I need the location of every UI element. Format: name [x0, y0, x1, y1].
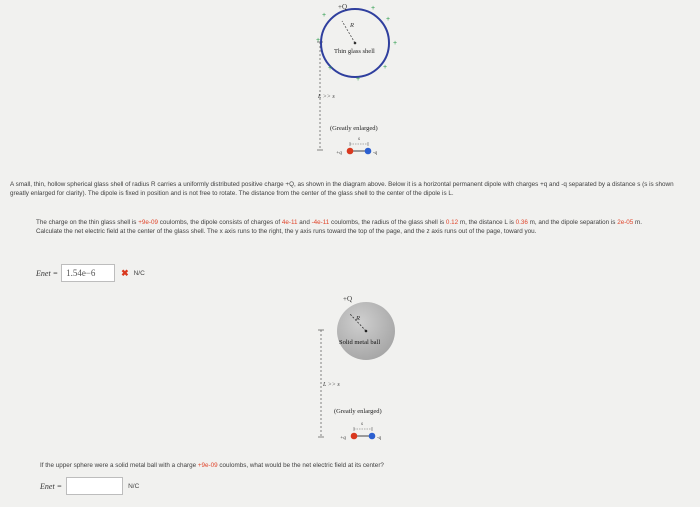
enet-label: Enet = [36, 268, 59, 278]
enet-answer-input[interactable]: 1.54e−6 [61, 264, 115, 282]
shell-label: Thin glass shell [334, 48, 375, 55]
svg-text:+: + [316, 37, 321, 44]
negative-dipole-charge-2 [369, 433, 376, 440]
minus-q-label: -q [373, 151, 378, 156]
radius-label-2: R [356, 315, 360, 322]
svg-text:+: + [322, 12, 327, 19]
distance-label: L >> s [318, 94, 335, 100]
separation-value: 2e-05 [617, 219, 634, 226]
answer-row-1 [36, 264, 145, 282]
enet-answer-input-2[interactable] [66, 477, 123, 495]
s-label-2: s [361, 422, 363, 427]
incorrect-x-icon: ✖ [121, 267, 129, 278]
shell-charge-marks [316, 5, 397, 83]
distance-label-2: L >> s [323, 382, 340, 388]
enet-label-2: Enet = [40, 481, 63, 491]
enlarged-label: (Greatly enlarged) [330, 125, 378, 132]
svg-text:+: + [371, 5, 376, 12]
ball-label: Solid metal ball [339, 339, 381, 346]
s-label: s [358, 137, 360, 142]
plus-q-label-2: +q [340, 436, 346, 441]
radius-value: 0.12 [445, 219, 459, 226]
positive-dipole-charge [347, 148, 354, 155]
negative-dipole-charge [365, 148, 372, 155]
dipole-negative-value: -4e-11 [311, 219, 330, 226]
shell-charge-value: +9e-09 [138, 219, 159, 226]
radius-label: R [350, 22, 354, 29]
problem-parameters: The charge on the thin glass shell is +9e-09 coulombs, the dipole consists of charges of 4e-11 and -4e-11 coulombs, the radius of the glass shell is 0.12 m, the distance L is 0.36 m, and the dipole separation is 2e-05 m. Calculate the net electric field at the center of the glass shell. The x axis runs to the right, the y axis runs toward the top of the page, and the z axis runs out of the page, toward you. [36, 219, 643, 236]
minus-q-label-2: -q [377, 436, 382, 441]
svg-text:+: + [393, 40, 398, 47]
svg-text:+: + [386, 16, 391, 23]
enlarged-label-2: (Greatly enlarged) [334, 408, 382, 415]
dipole-positive-value: 4e-11 [281, 219, 298, 226]
unit-label: N/C [133, 269, 145, 277]
charge-label-2: +Q [343, 295, 353, 303]
ball-charge-value: +9e-09 [197, 462, 218, 469]
svg-text:+: + [328, 65, 333, 72]
charge-label: +Q [338, 3, 348, 11]
problem-intro: A small, thin, hollow spherical glass shell of radius R carries a uniformly distributed positive charge +Q, as shown in the diagram above. Below it is a horizontal permanent dipole with charges +q and -q separated by a distance s (s is shown greatly enlarged for clarity). The dipole is fixed in position and is not free to rotate. The distance from the center of the glass shell to the center of the dipole is L. [10, 181, 674, 198]
distance-value: 0.36 [515, 219, 528, 226]
svg-text:+: + [383, 64, 388, 71]
positive-dipole-charge-2 [351, 433, 358, 440]
problem2-question: If the upper sphere were a solid metal ball with a charge +9e-09 coulombs, what would be the net electric field at its center? [40, 462, 384, 469]
answer-row-2 [40, 477, 139, 495]
plus-q-label: +q [336, 151, 342, 156]
unit-label-2: N/C [128, 482, 140, 490]
svg-text:+: + [356, 76, 361, 83]
